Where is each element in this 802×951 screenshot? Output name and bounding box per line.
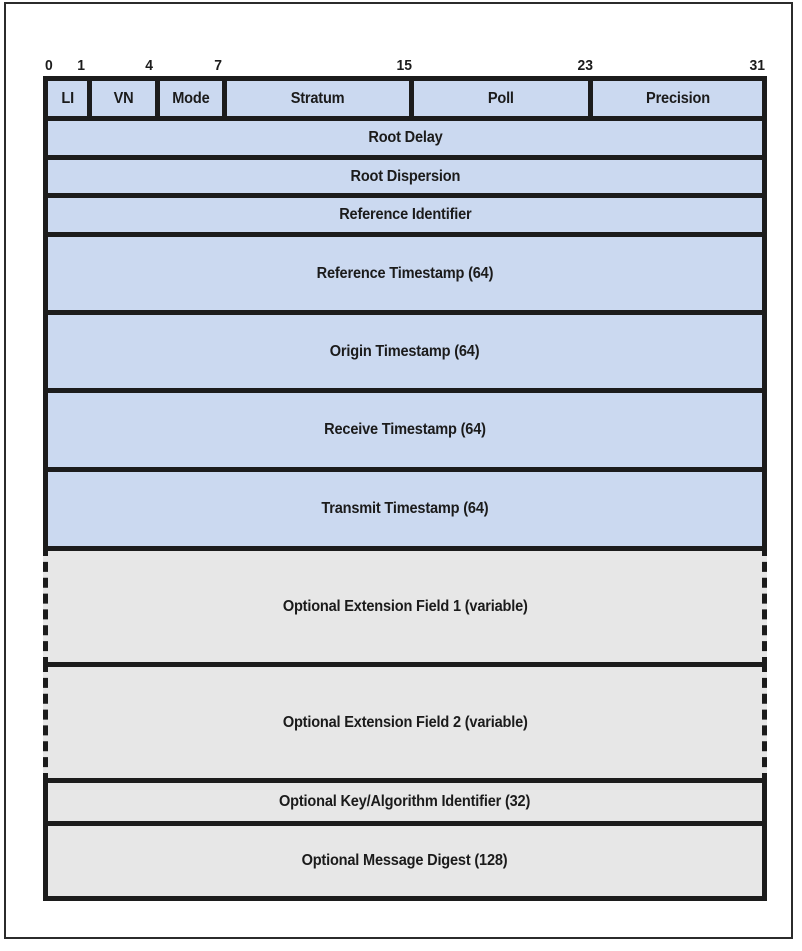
field-label-vn: VN (113, 89, 134, 107)
row-label: Optional Key/Algorithm Identifier (32) (279, 793, 531, 810)
row-reference-timestamp (43, 232, 767, 315)
row-optional-key-algorithm-identifier (43, 778, 767, 826)
row-root-delay (43, 116, 767, 160)
row-optional-extension-field-2 (43, 662, 767, 783)
field-label-precision: Precision (645, 89, 710, 107)
field-label-li: LI (61, 89, 75, 107)
field-label-mode: Mode (172, 89, 210, 107)
bit-label-1: 1 (77, 58, 85, 74)
row-label: Optional Message Digest (128) (302, 852, 508, 869)
bit-label-23: 23 (577, 58, 593, 74)
cell-li (48, 81, 92, 116)
row-label: Reference Timestamp (64) (316, 264, 494, 282)
row-label: Optional Extension Field 2 (variable) (282, 713, 528, 731)
row-receive-timestamp (43, 388, 767, 472)
cell-poll (414, 81, 593, 116)
row-header-fields (43, 76, 767, 121)
cell-vn (92, 81, 159, 116)
row-reference-identifier (43, 193, 767, 237)
row-label: Receive Timestamp (64) (324, 421, 486, 438)
field-label-stratum: Stratum (291, 89, 345, 107)
row-label: Optional Extension Field 1 (variable) (282, 597, 528, 615)
figure-frame (4, 2, 793, 939)
field-label-poll: Poll (488, 89, 515, 107)
cell-precision (593, 81, 762, 116)
bit-label-4: 4 (145, 58, 153, 74)
row-label: Reference Identifier (338, 206, 472, 223)
row-root-dispersion (43, 155, 767, 198)
row-optional-message-digest (43, 821, 767, 901)
row-label: Origin Timestamp (64) (330, 342, 480, 360)
cell-stratum (227, 81, 415, 116)
bit-label-0: 0 (45, 58, 53, 74)
bit-label-31: 31 (749, 58, 765, 74)
row-transmit-timestamp (43, 467, 767, 551)
row-label: Root Dispersion (350, 167, 460, 185)
row-label: Transmit Timestamp (64) (321, 500, 489, 517)
bit-ruler (43, 58, 767, 76)
row-origin-timestamp (43, 310, 767, 393)
cell-mode (160, 81, 227, 116)
ntp-packet-diagram (43, 58, 767, 901)
bit-label-15: 15 (396, 58, 412, 74)
row-label: Root Delay (367, 129, 443, 146)
bit-label-7: 7 (214, 58, 222, 74)
row-optional-extension-field-1 (43, 546, 767, 667)
